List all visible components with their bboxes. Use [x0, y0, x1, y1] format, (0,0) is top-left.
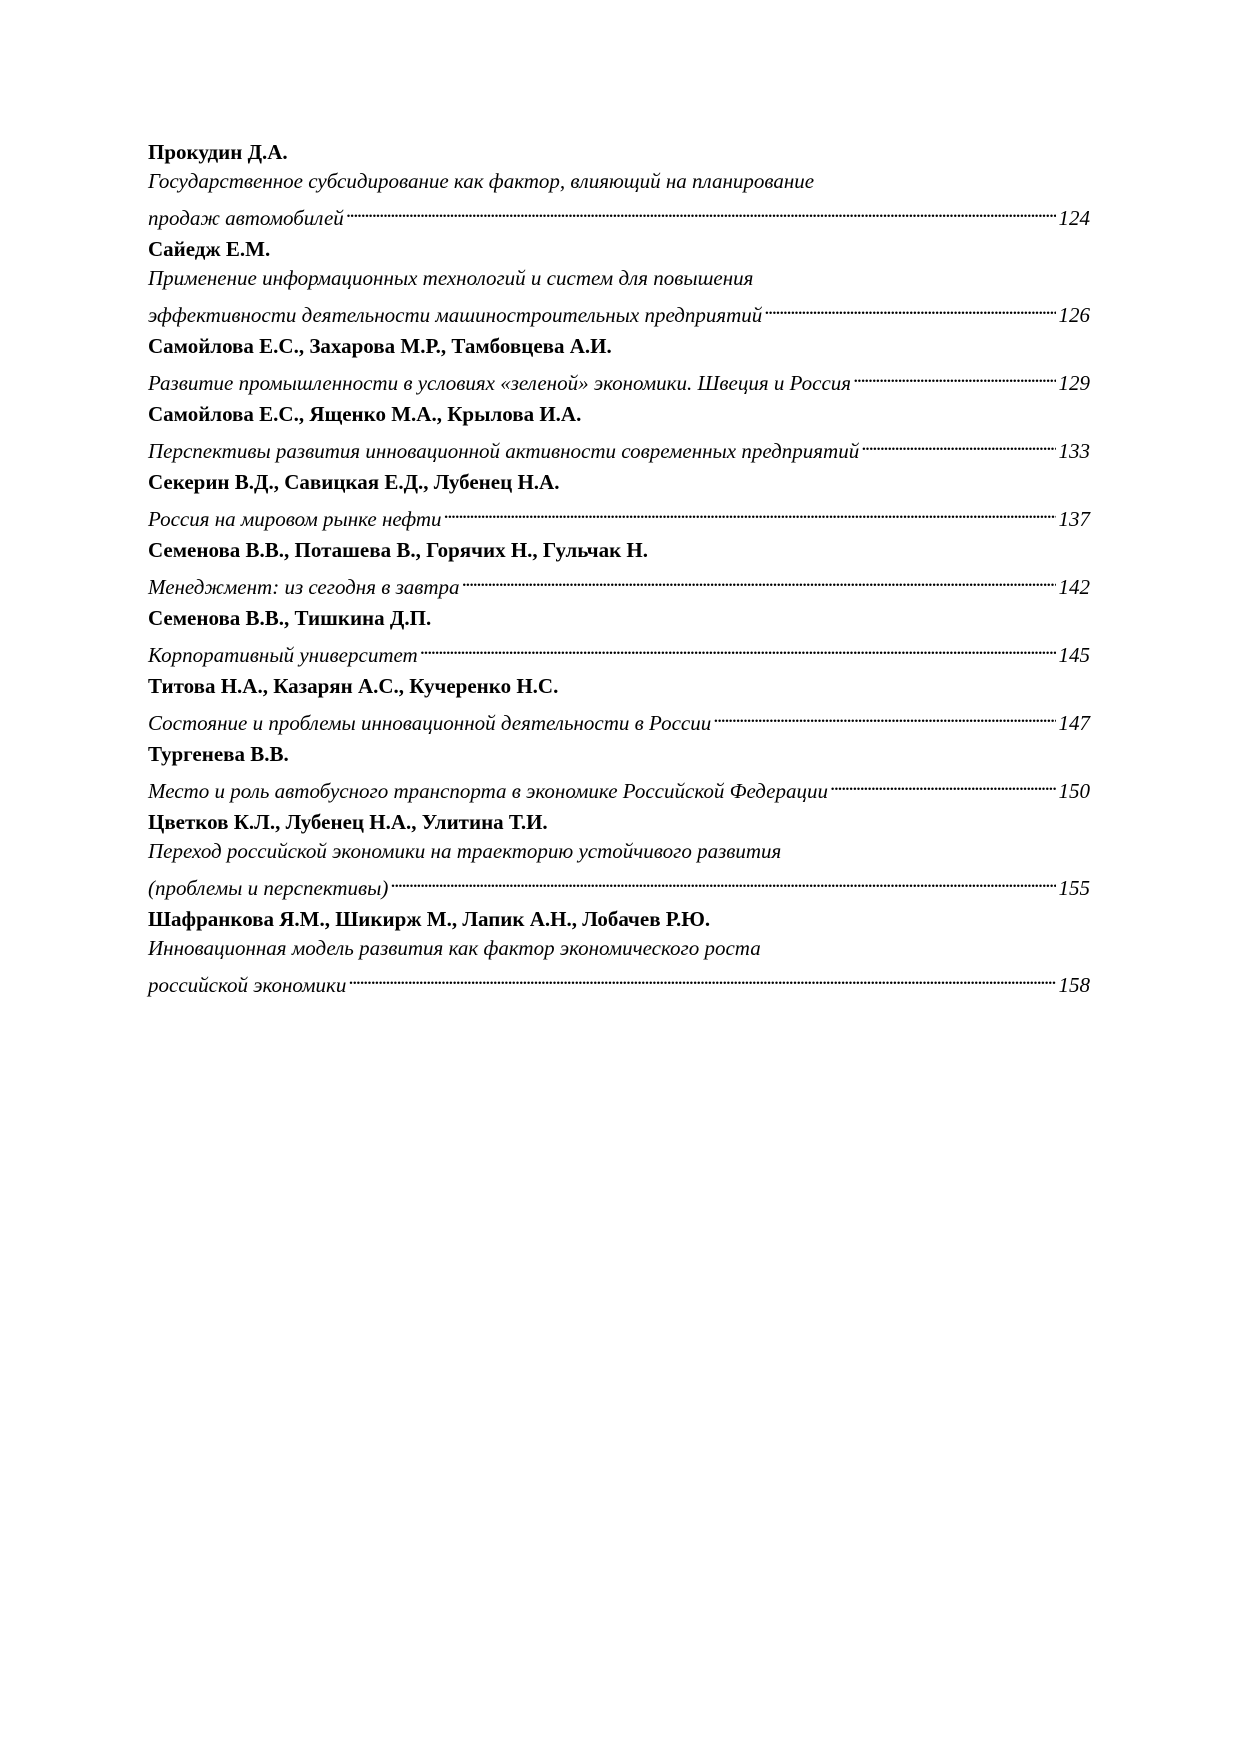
dot-leader: [853, 361, 1055, 390]
entry-title-last-line: [148, 429, 1090, 463]
entry-title-line: Инновационная модель развития как фактор экономического роста: [148, 936, 761, 960]
entry-authors: Сайедж Е.М.: [148, 237, 271, 261]
toc-entry: [148, 672, 1090, 735]
entry-title-last-line: [148, 565, 1090, 599]
entry-title-text: Корпоративный университет: [148, 643, 418, 667]
entry-page-number: 145: [1058, 643, 1090, 667]
entry-page-number: 137: [1058, 507, 1090, 531]
entry-authors: Самойлова Е.С., Ященко М.А., Крылова И.А.: [148, 402, 582, 426]
toc-entry: [148, 468, 1090, 531]
entry-authors: Цветков К.Л., Лубенец Н.А., Улитина Т.И.: [148, 810, 548, 834]
entry-authors: Семенова В.В., Тишкина Д.П.: [148, 606, 432, 630]
dot-leader: [346, 196, 1056, 225]
dot-leader: [830, 769, 1056, 798]
toc-entry: [148, 808, 1090, 900]
toc-entry: [148, 138, 1090, 230]
entry-page-number: 124: [1058, 206, 1090, 230]
toc-entry: [148, 332, 1090, 395]
entry-title-text: продаж автомобилей: [148, 206, 344, 230]
toc-entry: [148, 740, 1090, 803]
entry-title-text: Развитие промышленности в условиях «зеленой» экономики. Швеция и Россия: [148, 371, 852, 395]
dot-leader: [390, 866, 1055, 895]
toc-entry: [148, 235, 1090, 327]
entry-title-text: Россия на мировом рынке нефти: [148, 507, 442, 531]
entry-page-number: 133: [1058, 439, 1090, 463]
entry-title-last-line: [148, 361, 1090, 395]
entry-title-last-line: [148, 701, 1090, 735]
dot-leader: [713, 701, 1055, 730]
entry-authors: Титова Н.А., Казарян А.С., Кучеренко Н.С.: [148, 674, 559, 698]
dot-leader: [861, 429, 1055, 458]
entry-title-text: Менеджмент: из сегодня в завтра: [148, 575, 460, 599]
entry-authors: Самойлова Е.С., Захарова М.Р., Тамбовцева А.И.: [148, 334, 612, 358]
entry-title-last-line: [148, 633, 1090, 667]
toc-entry: [148, 604, 1090, 667]
entry-authors: Секерин В.Д., Савицкая Е.Д., Лубенец Н.А.: [148, 470, 560, 494]
entry-page-number: 155: [1058, 876, 1090, 900]
entry-title-text: Состояние и проблемы инновационной деятельности в России: [148, 711, 712, 735]
toc-entry: [148, 536, 1090, 599]
entry-page-number: 126: [1058, 303, 1090, 327]
entry-title-last-line: [148, 866, 1090, 900]
entry-title-last-line: [148, 196, 1090, 230]
entry-title-text: эффективности деятельности машиностроительных предприятий: [148, 303, 763, 327]
entry-authors: Шафранкова Я.М., Шикирж М., Лапик А.Н., Лобачев Р.Ю.: [148, 907, 711, 931]
entry-title-text: Место и роль автобусного транспорта в экономике Российской Федерации: [148, 779, 828, 803]
dot-leader: [764, 293, 1055, 322]
entry-page-number: 142: [1058, 575, 1090, 599]
entry-title-line: Государственное субсидирование как фактор, влияющий на планирование: [148, 169, 815, 193]
entry-title-last-line: [148, 769, 1090, 803]
entry-title-text: российской экономики: [148, 973, 347, 997]
entry-title-last-line: [148, 497, 1090, 531]
entry-title-line: Применение информационных технологий и систем для повышения: [148, 266, 754, 290]
dot-leader: [462, 565, 1056, 594]
entry-title-line: Переход российской экономики на траекторию устойчивого развития: [148, 839, 782, 863]
entry-page-number: 150: [1058, 779, 1090, 803]
entry-title-text: (проблемы и перспективы): [148, 876, 389, 900]
toc-entry: [148, 400, 1090, 463]
dot-leader: [444, 497, 1056, 526]
toc-entry: [148, 905, 1090, 997]
entry-title-last-line: [148, 963, 1090, 997]
entry-authors: Прокудин Д.А.: [148, 140, 288, 164]
entry-authors: Тургенева В.В.: [148, 742, 289, 766]
entry-page-number: 147: [1058, 711, 1090, 735]
table-of-contents: [148, 138, 1090, 1002]
entry-authors: Семенова В.В., Поташева В., Горячих Н., Гульчак Н.: [148, 538, 649, 562]
entry-title-text: Перспективы развития инновационной активности современных предприятий: [148, 439, 860, 463]
entry-page-number: 129: [1058, 371, 1090, 395]
dot-leader: [348, 963, 1055, 992]
entry-title-last-line: [148, 293, 1090, 327]
entry-page-number: 158: [1058, 973, 1090, 997]
dot-leader: [420, 633, 1056, 662]
